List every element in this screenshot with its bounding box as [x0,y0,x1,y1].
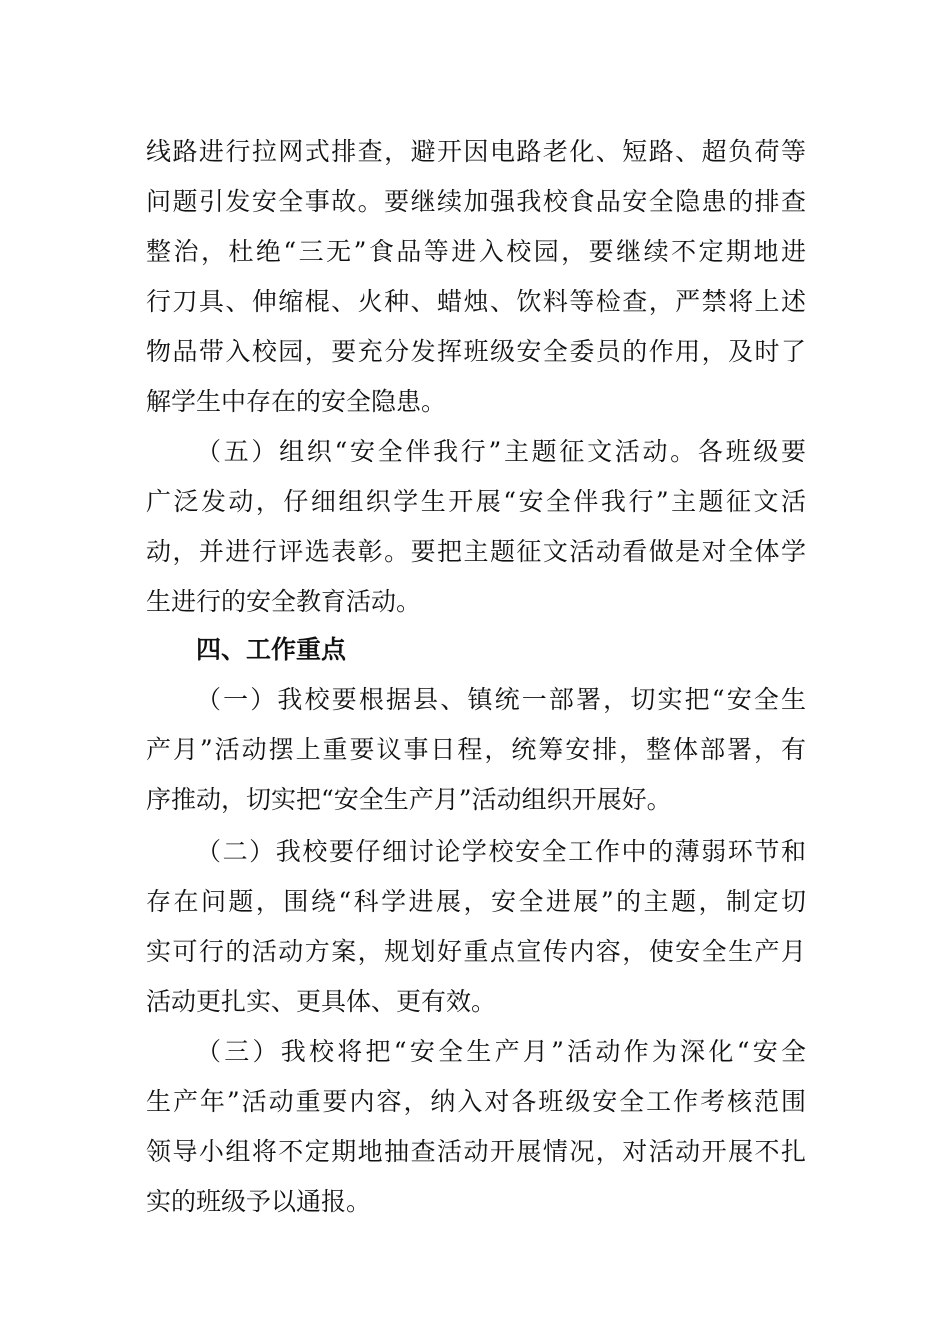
paragraph-line: 序推动，切实把“安全生产月”活动组织开展好。 [146,785,672,814]
paragraph-line: 广泛发动，仔细组织学生开展“安全伴我行”主题征文活 [146,487,806,516]
paragraph-line: （二）我校要仔细讨论学校安全工作中的薄弱环节和 [196,837,806,866]
section-heading: 四、工作重点 [196,635,347,664]
paragraph-line: 线路进行拉网式排查，避开因电路老化、短路、超负荷等 [146,137,806,166]
paragraph-line: （一）我校要根据县、镇统一部署，切实把“安全生 [196,685,806,714]
paragraph-line: 问题引发安全事故。要继续加强我校食品安全隐患的排查 [146,187,806,216]
paragraph-line: 产月”活动摆上重要议事日程，统筹安排，整体部署，有 [146,735,806,764]
paragraph-line: 实可行的活动方案，规划好重点宣传内容，使安全生产月 [146,937,806,966]
paragraph-line: 物品带入校园，要充分发挥班级安全委员的作用，及时了 [146,337,806,366]
paragraph-line: 生产年”活动重要内容，纳入对各班级安全工作考核范围 [146,1087,806,1116]
paragraph-line: 实的班级予以通报。 [146,1187,372,1216]
paragraph-line: 活动更扎实、更具体、更有效。 [146,987,497,1016]
paragraph-line: 动，并进行评选表彰。要把主题征文活动看做是对全体学 [146,537,806,566]
paragraph-line: 整治，杜绝“三无”食品等进入校园，要继续不定期地进 [146,237,806,266]
paragraph-line: 解学生中存在的安全隐患。 [146,387,447,416]
paragraph-line: 领导小组将不定期地抽查活动开展情况，对活动开展不扎 [146,1137,806,1166]
paragraph-line: （三）我校将把“安全生产月”活动作为深化“安全 [196,1037,806,1066]
paragraph-line: 存在问题，围绕“科学进展，安全进展”的主题，制定切 [146,887,806,916]
paragraph-line: 行刀具、伸缩棍、火种、蜡烛、饮料等检查，严禁将上述 [146,287,806,316]
paragraph-line: 生进行的安全教育活动。 [146,587,422,616]
paragraph-line: （五）组织“安全伴我行”主题征文活动。各班级要 [196,437,806,466]
